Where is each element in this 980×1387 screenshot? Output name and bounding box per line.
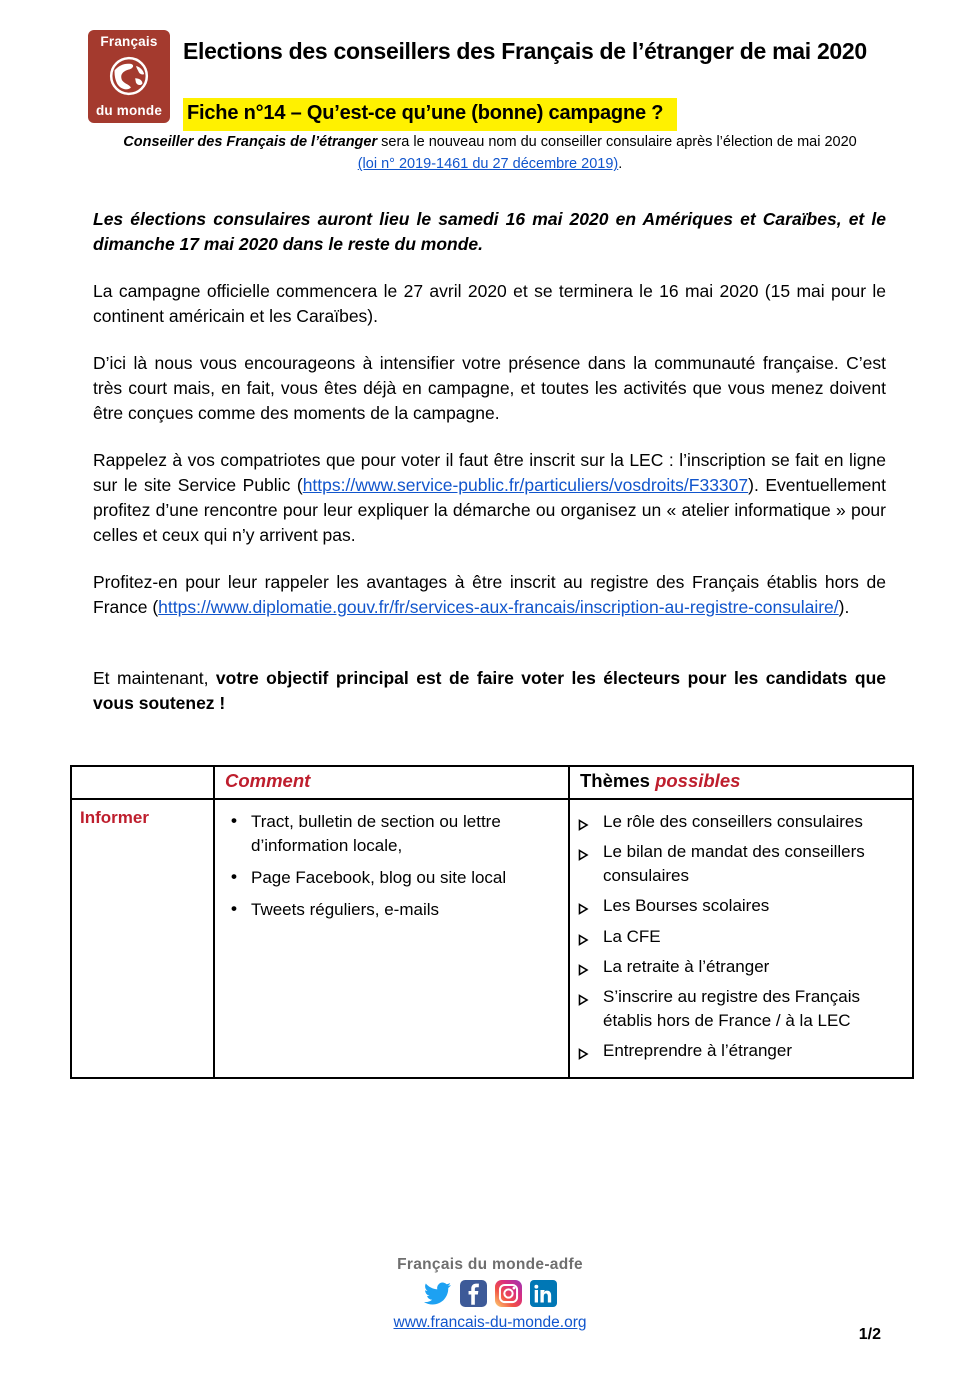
website-link[interactable]: www.francais-du-monde.org	[393, 1314, 587, 1331]
diplomatie-link[interactable]: https://www.diplomatie.gouv.fr/fr/services-aux-francais/inscription-au-registre-consulaire/	[158, 597, 839, 617]
logo-text-bottom: du monde	[95, 102, 163, 118]
paragraph-rappelez	[93, 448, 886, 548]
list-item-text: Le rôle des conseillers consulaires	[603, 812, 863, 831]
note-italic-part: Conseiller des Français de l’étranger	[123, 134, 378, 150]
arrow-bullet-icon	[578, 959, 589, 983]
page-subtitle: Fiche n°14 – Qu’est-ce qu’une (bonne) campagne ?	[183, 98, 677, 131]
facebook-icon[interactable]	[460, 1280, 487, 1307]
table-header-comment	[214, 766, 569, 799]
table-header-themes	[569, 766, 913, 799]
paragraph-dici: D’ici là nous vous encourageons à intensifier votre présence dans la communauté française. C’est très court mais, en fait, vous êtes déjà en campagne, et toutes les activités que vous menez doivent être conçues comme des moments de la campagne.	[93, 353, 886, 423]
bullet-icon: •	[231, 867, 237, 887]
list-item	[578, 810, 904, 834]
social-icons	[0, 1280, 980, 1307]
campaign-table	[70, 765, 914, 1079]
linkedin-icon[interactable]	[530, 1280, 557, 1307]
service-public-link[interactable]: https://www.service-public.fr/particuliers/vosdroits/F33307	[302, 475, 749, 495]
comment-cell	[214, 799, 569, 1078]
list-item	[223, 810, 560, 858]
note-period: .	[618, 156, 623, 173]
bullet-icon: •	[231, 899, 237, 919]
list-item	[578, 840, 904, 888]
list-item	[578, 894, 904, 918]
objectif-lead: Et maintenant,	[93, 668, 216, 688]
logo-text-top: Français	[100, 34, 158, 49]
paragraph-intro: Les élections consulaires auront lieu le samedi 16 mai 2020 en Amériques et Caraïbes, et le dimanche 17 mai 2020 dans le reste du monde.	[93, 209, 886, 254]
twitter-icon[interactable]	[423, 1280, 452, 1307]
list-item-text: S’inscrire au registre des Français établis hors de France / à la LEC	[603, 986, 860, 1030]
list-item-text: Entreprendre à l’étranger	[603, 1041, 793, 1060]
instagram-icon[interactable]	[495, 1280, 522, 1307]
footer-org-name: Français du monde-adfe	[397, 1256, 583, 1273]
row-label-informer: Informer	[71, 799, 214, 1078]
page-number: 1/2	[858, 1326, 881, 1343]
law-link[interactable]: (loi n° 2019-1461 du 27 décembre 2019)	[357, 156, 619, 173]
body-content	[93, 207, 886, 716]
list-item	[578, 985, 904, 1033]
comment-list	[223, 810, 560, 923]
arrow-bullet-icon	[578, 1043, 589, 1067]
paragraph-campagne: La campagne officielle commencera le 27 avril 2020 et se terminera le 16 mai 2020 (15 mai pour le continent américain et les Caraïbes).	[93, 281, 886, 326]
note-rest-part: sera le nouveau nom du conseiller consulaire après l’élection de mai 2020	[377, 134, 857, 150]
header	[183, 38, 903, 131]
bullet-icon: •	[231, 811, 237, 830]
list-item-text: Les Bourses scolaires	[603, 896, 770, 916]
objectif-bold: votre objectif principal est de faire voter les électeurs pour les candidats que vous soutenez !	[93, 668, 886, 713]
paragraph-objectif	[93, 666, 886, 716]
table-header-empty	[71, 766, 214, 799]
themes-header-red: possibles	[655, 770, 741, 791]
themes-cell	[569, 799, 913, 1078]
list-item-text: La CFE	[603, 926, 661, 946]
paragraph-profitez	[93, 570, 886, 620]
list-item	[578, 1039, 904, 1063]
rappelez-text-after: ). Eventuellement profitez d’une rencontre pour leur expliquer la démarche ou organisez un « atelier informatique » pour celles et ceux qui n’y arrivent pas.	[93, 475, 886, 545]
arrow-bullet-icon	[578, 898, 589, 922]
list-item-text: La retraite à l’étranger	[603, 956, 770, 976]
list-item-text: Tract, bulletin de section ou lettre d’information locale,	[251, 812, 501, 856]
profitez-text-after: ).	[838, 597, 850, 617]
list-item	[578, 955, 904, 979]
list-item-text: Page Facebook, blog ou site local	[251, 868, 507, 888]
table-header-row	[71, 766, 913, 799]
globe-icon	[106, 53, 152, 99]
rappelez-text-before: Rappelez à vos compatriotes que pour voter il faut être inscrit sur la LEC : l’inscription se fait en ligne sur le site Service Public (	[93, 450, 886, 495]
list-item-text: Le bilan de mandat des conseillers consulaires	[603, 842, 865, 886]
arrow-bullet-icon	[578, 989, 589, 1013]
arrow-bullet-icon	[578, 814, 589, 838]
profitez-text-before: Profitez-en pour leur rappeler les avantages à être inscrit au registre des Français établis hors de France (	[93, 572, 886, 617]
table-row	[71, 799, 913, 1078]
francais-du-monde-logo	[88, 30, 170, 123]
list-item	[578, 925, 904, 949]
list-item	[223, 866, 560, 890]
arrow-bullet-icon	[578, 844, 589, 868]
note-line	[0, 131, 980, 176]
arrow-bullet-icon	[578, 929, 589, 953]
themes-header-black: Thèmes	[580, 770, 656, 791]
footer	[0, 1256, 980, 1332]
page-title: Elections des conseillers des Français de l’étranger de mai 2020	[183, 38, 867, 64]
themes-list	[578, 810, 904, 1063]
list-item-text: Tweets réguliers, e-mails	[251, 900, 440, 920]
list-item	[223, 898, 560, 922]
comment-header-label: Comment	[225, 770, 311, 791]
